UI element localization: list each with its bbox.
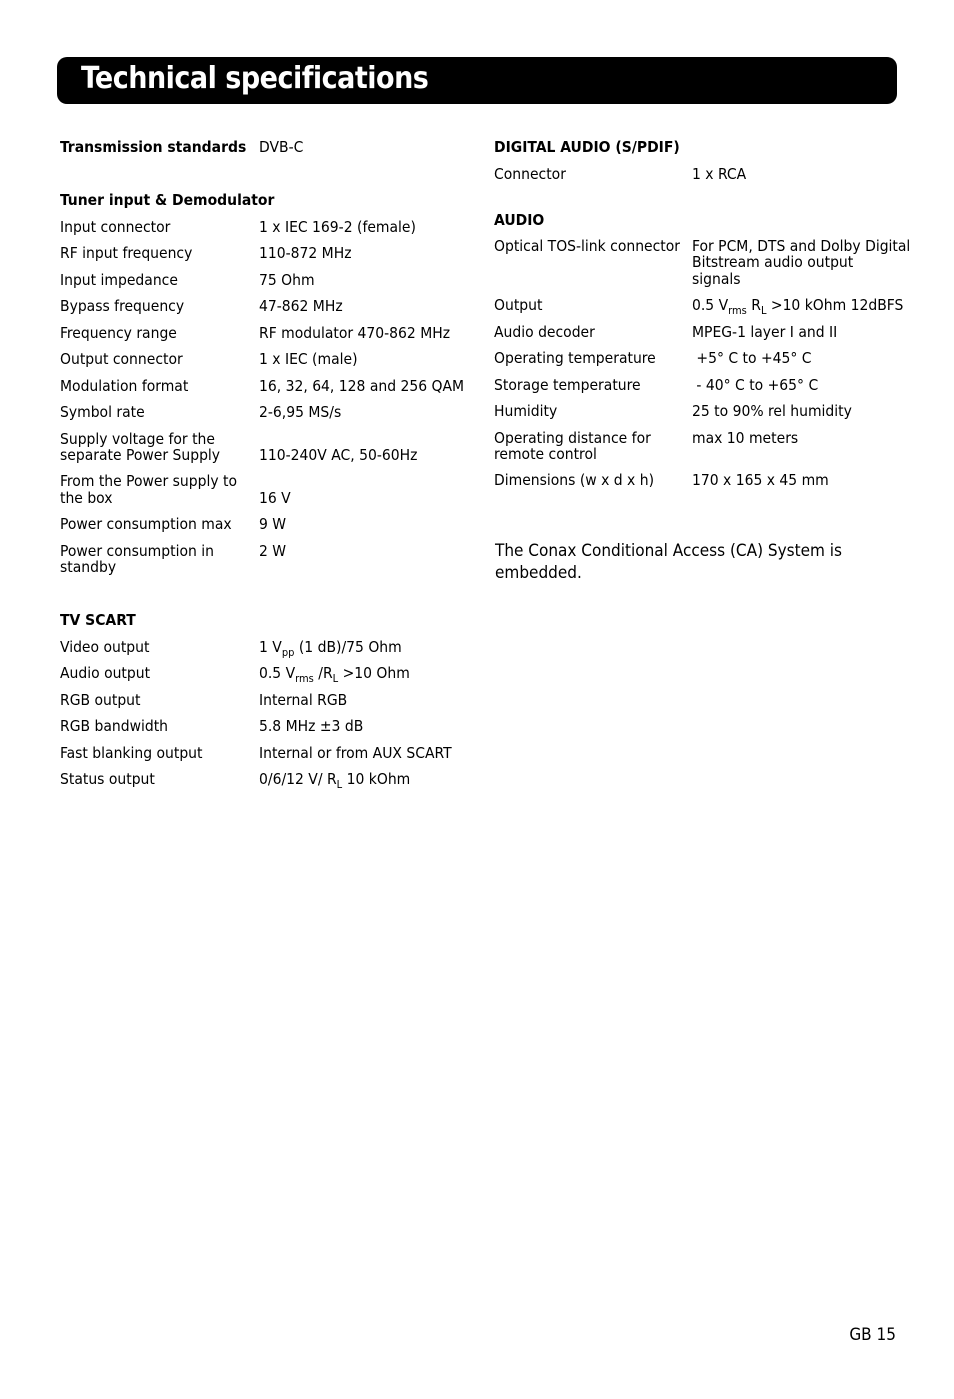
spec-label: Input impedance xyxy=(60,271,178,289)
spec-value: 1 $V_{pp}$ (1 dB)/75 Ohm xyxy=(259,638,402,659)
spec-value: max 10 meters xyxy=(692,429,799,447)
spec-label: separate Power Supply xyxy=(60,446,221,464)
spec-value: 16 V xyxy=(259,489,291,507)
spec-label: Modulation format xyxy=(60,377,189,395)
spec-value: 1 x RCA xyxy=(692,165,747,183)
spec-value: - 40° C to +65° C xyxy=(692,376,819,394)
spec-label: Supply voltage for the xyxy=(60,430,215,448)
conax-note: The Conax Conditional Access (CA) System is embedded. xyxy=(495,541,843,583)
spec-label: Video output xyxy=(60,638,150,656)
spec-value: 170 x 165 x 45 mm xyxy=(692,471,829,489)
spec-label: Audio output xyxy=(60,664,151,682)
spec-value: 0.5 $V_{rms}$ $R_L >10$ kOhm 12dBFS xyxy=(692,296,904,317)
spec-value: 1 x IEC (male) xyxy=(259,350,358,368)
spec-label: Audio decoder xyxy=(494,323,595,341)
spec-label: Dimensions (w x d x h) xyxy=(494,471,655,489)
spec-value: signals xyxy=(692,270,741,288)
spec-value: For PCM, DTS and Dolby Digital xyxy=(692,237,911,255)
spec-label: Input connector xyxy=(60,218,171,236)
spec-label: Output connector xyxy=(60,350,183,368)
spec-label: the box xyxy=(60,489,113,507)
spec-value: 110-872 MHz xyxy=(259,244,352,262)
spec-value: MPEG-1 layer I and II xyxy=(692,323,838,341)
spec-label: Fast blanking output xyxy=(60,744,203,762)
spec-label: standby xyxy=(60,558,117,576)
digital-audio-heading: DIGITAL AUDIO (S/PDIF) xyxy=(494,138,680,156)
spec-label: Operating temperature xyxy=(494,349,656,367)
spec-value: 5.8 MHz ±3 dB xyxy=(259,717,364,735)
spec-label: Power consumption in xyxy=(60,542,214,560)
spec-value: 1 x IEC 169-2 (female) xyxy=(259,218,416,236)
spec-value: 0/6/12 V/ $R_L$ 10 kOhm xyxy=(259,770,411,791)
transmission-label: Transmission standards xyxy=(60,138,247,156)
spec-label: From the Power supply to xyxy=(60,472,238,490)
spec-label: Symbol rate xyxy=(60,403,145,421)
spec-label: Output xyxy=(494,296,543,314)
spec-value: RF modulator 470-862 MHz xyxy=(259,324,451,342)
page-number: GB 15 xyxy=(849,1325,896,1345)
spec-value: Internal or from AUX SCART xyxy=(259,744,452,762)
title-bar xyxy=(57,57,897,104)
spec-value: 2-6,95 MS/s xyxy=(259,403,342,421)
spec-label: Power consumption max xyxy=(60,515,232,533)
spec-label: Frequency range xyxy=(60,324,177,342)
spec-label: remote control xyxy=(494,445,597,463)
spec-value: 16, 32, 64, 128 and 256 QAM xyxy=(259,377,465,395)
spec-label: Humidity xyxy=(494,402,558,420)
spec-value: 9 W xyxy=(259,515,287,533)
spec-label: Status output xyxy=(60,770,155,788)
spec-label: Optical TOS-link connector xyxy=(494,237,680,255)
spec-value: 2 W xyxy=(259,542,287,560)
audio-heading: AUDIO xyxy=(494,211,545,229)
spec-label: Operating distance for xyxy=(494,429,651,447)
spec-value: Bitstream audio output xyxy=(692,253,854,271)
spec-value: +5° C to +45° C xyxy=(692,349,812,367)
tuner-heading: Tuner input & Demodulator xyxy=(60,191,275,209)
transmission-value: DVB-C xyxy=(259,138,304,156)
spec-label: Storage temperature xyxy=(494,376,641,394)
page-title: Technical specifications xyxy=(81,61,429,96)
spec-label: Connector xyxy=(494,165,566,183)
spec-value: 25 to 90% rel humidity xyxy=(692,402,852,420)
spec-value: 47-862 MHz xyxy=(259,297,343,315)
spec-value: 75 Ohm xyxy=(259,271,315,289)
spec-value: 0.5 $V_{rms}$ $/R_L >10$ Ohm xyxy=(259,664,410,685)
spec-label: RGB output xyxy=(60,691,141,709)
spec-value: Internal RGB xyxy=(259,691,348,709)
spec-label: RGB bandwidth xyxy=(60,717,169,735)
spec-label: Bypass frequency xyxy=(60,297,185,315)
scart-heading: TV SCART xyxy=(60,611,136,629)
spec-label: RF input frequency xyxy=(60,244,193,262)
spec-value: 110-240V AC, 50-60Hz xyxy=(259,446,418,464)
